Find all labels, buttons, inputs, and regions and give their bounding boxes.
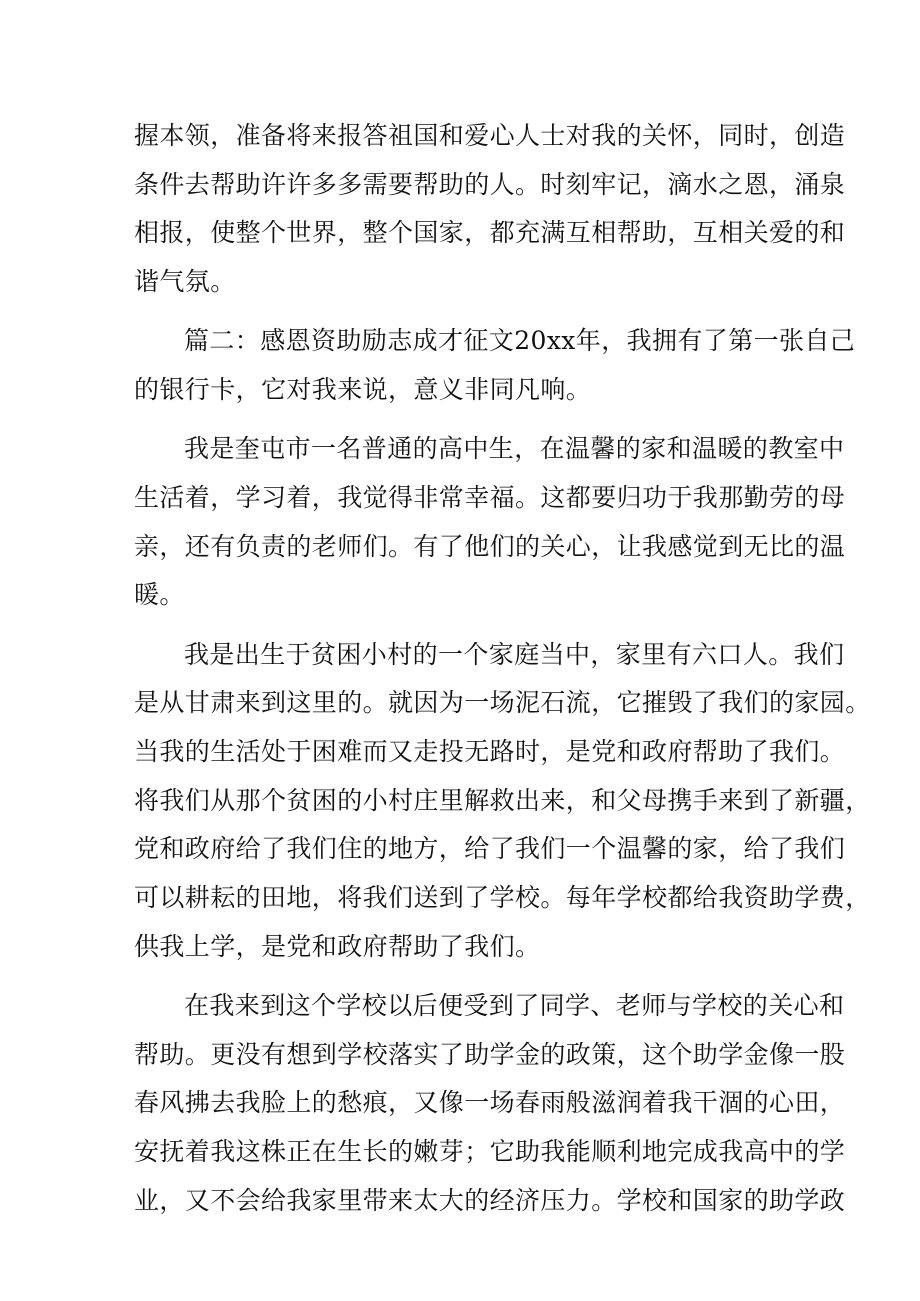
paragraph-line: 的银行卡，它对我来说，意义非同凡响。: [134, 375, 592, 405]
paragraph-line: 业，又不会给我家里带来太大的经济压力。学校和国家的助学政: [134, 1185, 846, 1215]
paragraph-line: 安抚着我这株正在生长的嫩芽；它助我能顺利地完成我高中的学: [134, 1137, 846, 1167]
paragraph-line: 党和政府给了我们住的地方，给了我们一个温馨的家，给了我们: [134, 834, 846, 864]
paragraph-line: 篇二：感恩资助励志成才征文20xx年，我拥有了第一张自己: [184, 326, 856, 356]
paragraph-3: [134, 425, 846, 620]
paragraph-line: 春风拂去我脸上的愁痕，又像一场春雨般滋润着我干涸的心田，: [134, 1088, 846, 1118]
paragraph-line: 当我的生活处于困难而又走投无路时，是党和政府帮助了我们。: [134, 737, 846, 767]
paragraph-line: 谐气氛。: [134, 267, 236, 297]
paragraph-line: 我是出生于贫困小村的一个家庭当中，家里有六口人。我们: [184, 639, 845, 669]
paragraph-5: [134, 982, 846, 1225]
document-page: [134, 112, 871, 1226]
paragraph-line: 在我来到这个学校以后便受到了同学、老师与学校的关心和: [184, 991, 845, 1021]
paragraph-4: [134, 631, 871, 972]
paragraph-line: 是从甘肃来到这里的。就因为一场泥石流，它摧毁了我们的家园。: [134, 688, 871, 718]
paragraph-line: 可以耕耘的田地，将我们送到了学校。每年学校都给我资助学费，: [134, 883, 871, 913]
paragraph-2: [134, 317, 856, 414]
paragraph-line: 暖。: [134, 580, 185, 610]
paragraph-line: 将我们从那个贫困的小村庄里解救出来，和父母携手来到了新疆，: [134, 785, 871, 815]
paragraph-line: 生活着，学习着，我觉得非常幸福。这都要归功于我那勤劳的母: [134, 483, 846, 512]
paragraph-line: 供我上学，是党和政府帮助了我们。: [134, 931, 541, 961]
paragraph-line: 帮助。更没有想到学校落实了助学金的政策，这个助学金像一股: [134, 1039, 846, 1069]
paragraph-line: 相报，使整个世界，整个国家，都充满互相帮助，互相关爱的和: [134, 218, 846, 248]
paragraph-1: [134, 112, 846, 307]
paragraph-line: 亲，还有负责的老师们。有了他们的关心，让我感觉到无比的温: [134, 531, 846, 561]
paragraph-line: 条件去帮助许许多多需要帮助的人。时刻牢记，滴水之恩，涌泉: [134, 169, 846, 199]
paragraph-line: 我是奎屯市一名普通的高中生，在温馨的家和温暖的教室中: [184, 434, 845, 464]
paragraph-line: 握本领，准备将来报答祖国和爱心人士对我的关怀，同时，创造: [134, 121, 846, 150]
